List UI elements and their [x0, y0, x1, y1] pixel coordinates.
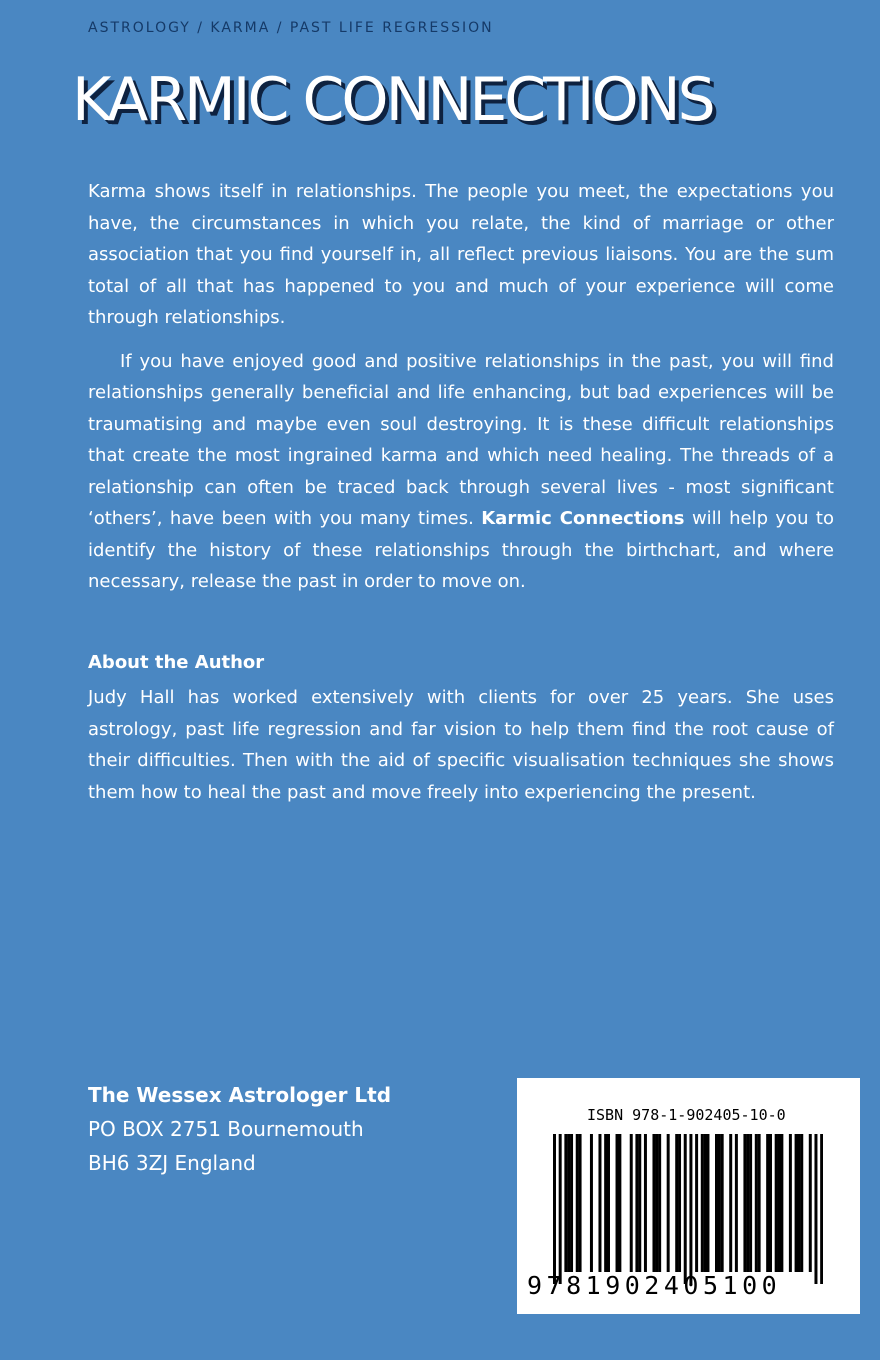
- barcode-bar: [616, 1134, 619, 1272]
- barcode-bar: [695, 1134, 698, 1272]
- barcode-bar: [689, 1134, 692, 1284]
- barcode-bar: [667, 1134, 670, 1272]
- barcode-bars: [553, 1134, 823, 1284]
- barcode-bar: [797, 1134, 800, 1272]
- barcode-bar: [800, 1134, 803, 1272]
- barcode-bar: [579, 1134, 582, 1272]
- barcode-bar: [684, 1134, 687, 1284]
- barcode-bar: [635, 1134, 638, 1272]
- barcode-bar: [758, 1134, 761, 1272]
- publisher-name: The Wessex Astrologer Ltd: [88, 1083, 392, 1107]
- barcode-bar: [769, 1134, 772, 1272]
- barcode-bar: [743, 1134, 746, 1272]
- isbn-label: ISBN 978-1-902405-10-0: [587, 1106, 786, 1124]
- publisher-address-line-2: BH6 3ZJ England: [88, 1151, 256, 1175]
- barcode-bar: [678, 1134, 681, 1272]
- barcode-bar: [598, 1134, 601, 1272]
- barcode-bar: [809, 1134, 812, 1272]
- blurb-paragraph-2-end: will help you to identify the history of these relationships through the birthchart, and where necessary, release the past in order to move on.: [88, 508, 834, 592]
- barcode-bar: [721, 1134, 724, 1272]
- barcode-bar: [729, 1134, 732, 1272]
- barcode-bar: [570, 1134, 573, 1272]
- barcode-digits: 9781902405100: [527, 1271, 782, 1300]
- barcode-bar: [658, 1134, 661, 1272]
- blurb-paragraph-2-start: If you have enjoyed good and positive relationships in the past, you will find relationships generally beneficial and life enhancing, but bad experiences will be traumatising and maybe even soul destroying. It is these difficult relationships that create the most ingrained karma and which need healing. The threads of a relationship can often be traced back through several lives - most significant ‘others’, have been with you many times.: [88, 350, 834, 529]
- barcode-bar: [789, 1134, 792, 1272]
- barcode-bar: [576, 1134, 579, 1272]
- barcode-bar: [590, 1134, 593, 1272]
- blurb-paragraph-2: [88, 346, 834, 598]
- publisher-address: [88, 1078, 391, 1180]
- barcode-bar: [655, 1134, 658, 1272]
- book-title: KARMIC CONNECTIONS: [72, 65, 713, 135]
- barcode-bar: [795, 1134, 798, 1272]
- barcode-bar: [814, 1134, 817, 1284]
- category-line: ASTROLOGY / KARMA / PAST LIFE REGRESSION: [88, 20, 494, 36]
- blurb-book-title-bold: Karmic Connections: [481, 508, 685, 529]
- barcode-bar: [746, 1134, 749, 1272]
- about-author: [88, 682, 834, 808]
- barcode-bar: [755, 1134, 758, 1272]
- barcode-bar: [775, 1134, 778, 1272]
- barcode-bar: [630, 1134, 633, 1272]
- about-author-text: Judy Hall has worked extensively with clients for over 25 years. She uses astrology, past life regression and far vision to help them find the root cause of their difficulties. Then with the aid of specific visualisation techniques she shows them how to heal the past and move freely into experiencing the present.: [88, 687, 834, 803]
- blurb: [88, 176, 834, 610]
- barcode-bar: [735, 1134, 738, 1272]
- barcode-bar: [567, 1134, 570, 1272]
- barcode-bar: [564, 1134, 567, 1272]
- about-author-heading: About the Author: [88, 652, 265, 673]
- barcode-bar: [607, 1134, 610, 1272]
- blurb-paragraph-1: Karma shows itself in relationships. The people you meet, the expectations you have, the circumstances in which you relate, the kind of marriage or other association that you find yourself in, all reflect previous liaisons. You are the sum total of all that has happened to you and much of your experience will come through relationships.: [88, 181, 834, 328]
- barcode-bar: [559, 1134, 562, 1284]
- barcode-panel: [517, 1078, 860, 1314]
- barcode-bar: [638, 1134, 641, 1272]
- barcode-bar: [652, 1134, 655, 1272]
- barcode-bar: [718, 1134, 721, 1272]
- barcode-bar: [749, 1134, 752, 1272]
- barcode-bar: [820, 1134, 823, 1284]
- barcode-bar: [706, 1134, 709, 1272]
- publisher-address-line-1: PO BOX 2751 Bournemouth: [88, 1117, 364, 1141]
- barcode-bar: [604, 1134, 607, 1272]
- barcode-bar: [644, 1134, 647, 1272]
- barcode-bar: [675, 1134, 678, 1272]
- barcode-bar: [618, 1134, 621, 1272]
- barcode-bar: [715, 1134, 718, 1272]
- barcode-bar: [704, 1134, 707, 1272]
- barcode-bar: [701, 1134, 704, 1272]
- barcode-bar: [553, 1134, 556, 1284]
- barcode-bar: [780, 1134, 783, 1272]
- barcode-bar: [766, 1134, 769, 1272]
- barcode-bar: [778, 1134, 781, 1272]
